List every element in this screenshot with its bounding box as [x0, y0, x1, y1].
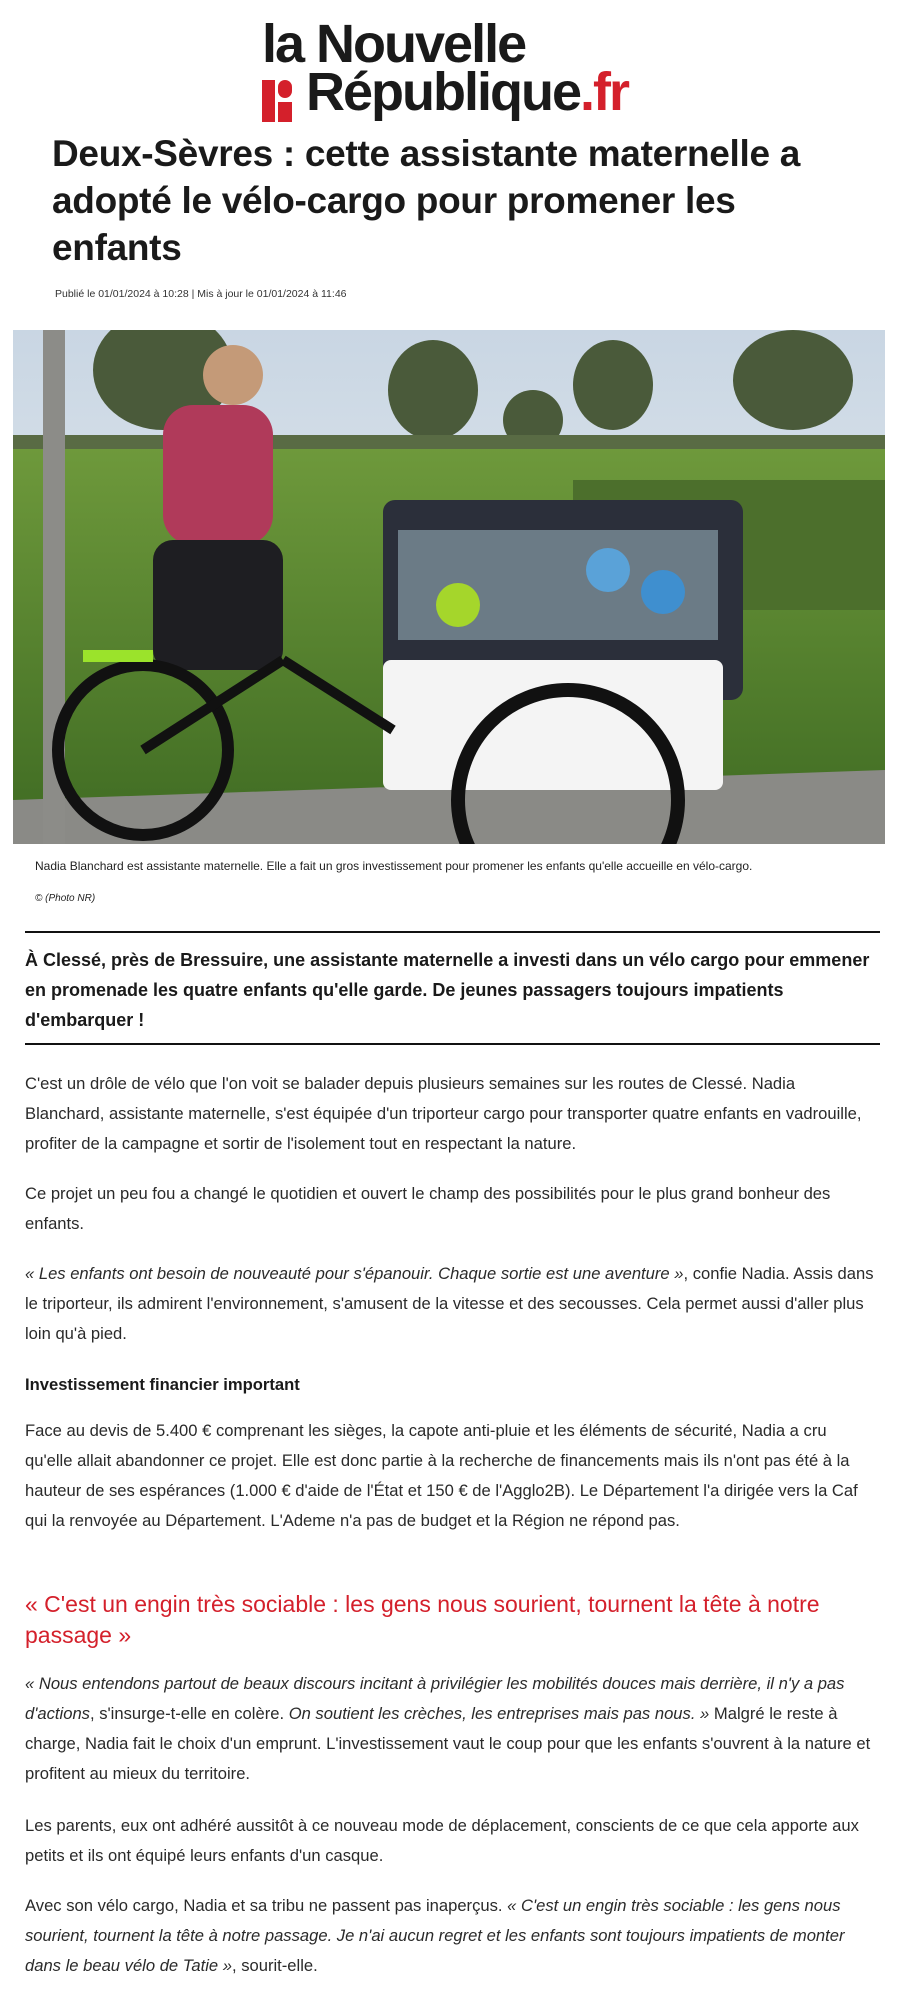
paragraph-3: [25, 1259, 875, 1349]
paragraph-2: [25, 1179, 875, 1239]
paragraph-7-start: Avec son vélo cargo, Nadia et sa tribu ne passent pas inaperçus.: [25, 1896, 508, 1915]
paragraph-6-text: Les parents, eux ont adhéré aussitôt à ce nouveau mode de déplacement, conscients de ce que cela apporte aux petits et ils ont équipé leurs enfants d'un casque.: [25, 1816, 859, 1865]
logo-line-2: [262, 64, 628, 120]
photo-illustration: [13, 330, 885, 844]
pull-quote: « C'est un engin très sociable : les gens nous sourient, tournent la tête à notre passage »: [25, 1591, 820, 1648]
article-photo[interactable]: [13, 330, 885, 844]
paragraph-2-text: Ce projet un peu fou a changé le quotidien et ouvert le champ des possibilités pour le plus grand bonheur des enfants.: [25, 1184, 831, 1233]
paragraph-3-text: , confie Nadia. Assis dans le triporteur, ils admirent l'environnement, s'amusent de la vitesse et des secousses. Cela permet aussi d'aller plus loin qu'à pied.: [25, 1264, 874, 1343]
publish-date: Publié le 01/01/2024 à 10:28 | Mis à jour le 01/01/2024 à 11:46: [55, 288, 347, 300]
paragraph-1: [25, 1069, 875, 1159]
paragraph-7-quote: « C'est un engin très sociable : les gens nous sourient, tournent la tête à notre passage. Je n'ai aucun regret et les enfants sont toujours impatients de monter dans le beau vélo de Tatie »: [25, 1896, 845, 1975]
article-title: Deux-Sèvres : cette assistante maternelle a adopté le vélo-cargo pour promener les enfants: [52, 133, 801, 268]
paragraph-5-mid: , s'insurge-t-elle en colère.: [89, 1704, 289, 1723]
article-lead: À Clessé, près de Bressuire, une assistante maternelle a investi dans un vélo cargo pour emmener en promenade les quatre enfants qu'elle garde. De jeunes passagers toujours impatients d'embarquer !: [25, 950, 870, 1030]
logo-tld: .fr: [580, 62, 628, 122]
paragraph-6: [25, 1811, 875, 1871]
site-logo[interactable]: [258, 14, 658, 124]
photo-credit: © (Photo NR): [35, 893, 96, 904]
paragraph-3-quote: « Les enfants ont besoin de nouveauté pour s'épanouir. Chaque sortie est une aventure »: [25, 1264, 684, 1283]
divider-top: [25, 931, 880, 933]
photo-caption: Nadia Blanchard est assistante maternelle. Elle a fait un gros investissement pour promener les enfants qu'elle accueille en vélo-cargo.: [35, 859, 753, 873]
paragraph-5-text: Malgré le reste à charge, Nadia fait le choix d'un emprunt. L'investissement vaut le coup pour que les enfants s'ouvrent à la nature et profitent au mieux du territoire.: [25, 1704, 871, 1783]
divider-bottom: [25, 1043, 880, 1045]
paragraph-1-text: C'est un drôle de vélo que l'on voit se balader depuis plusieurs semaines sur les routes de Clessé. Nadia Blanchard, assistante maternelle, s'est équipée d'un triporteur cargo pour transporter quatre enfants en vadrouille, profiter de la campagne et sortir de l'isolement tout en respectant la nature.: [25, 1074, 862, 1153]
subheading: Investissement financier important: [25, 1375, 300, 1394]
logo-line-1: la Nouvelle: [262, 14, 526, 74]
paragraph-5-quote-1: « Nous entendons partout de beaux discours incitant à privilégier les mobilités douces mais derrière, il n'y a pas d'actions: [25, 1674, 845, 1723]
paragraph-5-quote-2: On soutient les crèches, les entreprises mais pas nous. »: [288, 1704, 710, 1723]
paragraph-5: [25, 1669, 875, 1789]
logo-republique: République: [306, 62, 580, 122]
paragraph-4: [25, 1416, 875, 1536]
paragraph-4-text: Face au devis de 5.400 € comprenant les sièges, la capote anti-pluie et les éléments de sécurité, Nadia a cru qu'elle allait abandonner ce projet. Elle est donc partie à la recherche de financements mais ils n'ont pas été à la hauteur de ses espérances (1.000 € d'aide de l'État et 150 € de l'Agglo2B). Le Département l'a dirigée vers la Caf qui la renvoyée au Département. L'Ademe n'a pas de budget et la Région ne répond pas.: [25, 1421, 858, 1530]
paragraph-7: [25, 1891, 875, 1981]
paragraph-7-end: , sourit-elle.: [231, 1956, 318, 1975]
